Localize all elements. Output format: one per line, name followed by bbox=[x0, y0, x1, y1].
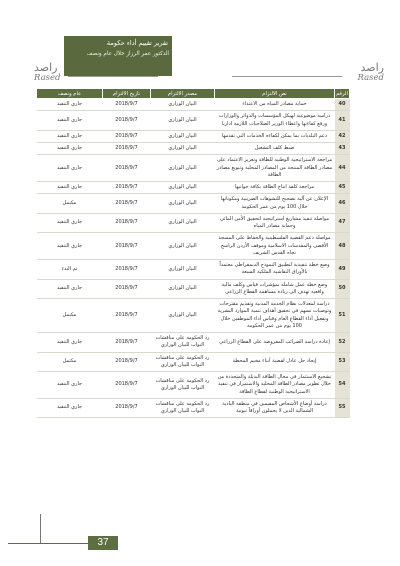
col-commitment-text-header: نص الالتزام bbox=[215, 89, 335, 99]
rased-logo-en: Rased bbox=[357, 73, 384, 83]
commitment-source: رد الحكومة على مناقشات النواب للبيان الوزاري bbox=[151, 333, 215, 353]
commitment-date: 2018/9/7 bbox=[103, 260, 151, 280]
commitment-status: جاري التنفيذ bbox=[37, 155, 103, 182]
commitment-text: الإعلان عن آلية تصحيح للتشوهات الضريبية ومكوناتها خلال 100 يوم من عمر الحكومة bbox=[215, 194, 335, 214]
commitment-text: مراجعة كلفة انتاج الطاقة بكافة جوانبها bbox=[215, 182, 335, 194]
col-status-header: عام ونصف bbox=[37, 89, 103, 99]
commitment-status: جاري التنفيذ bbox=[37, 182, 103, 194]
table-row bbox=[37, 143, 350, 155]
table-header-row bbox=[37, 89, 350, 99]
commitment-source: البيان الوزاري bbox=[151, 299, 215, 333]
commitment-date: 2018/9/7 bbox=[103, 372, 151, 399]
table-row bbox=[37, 398, 350, 418]
commitment-status: جاري التنفيذ bbox=[37, 99, 103, 111]
row-number: 43 bbox=[335, 143, 350, 155]
commitment-date: 2018/9/7 bbox=[103, 194, 151, 214]
row-number: 47 bbox=[335, 213, 350, 233]
commitment-source: البيان الوزاري bbox=[151, 182, 215, 194]
commitments-table bbox=[36, 88, 350, 418]
commitment-date: 2018/9/7 bbox=[103, 111, 151, 131]
commitment-text: دراسة لمعدلات نظام الخدمة المدنية وتقديم مقترحات وتوصيات تسهم في تحقيق أهداف تنمية الموارد البشرية وتفعيل أداء القطاع العام وقياس أداء الموظفين خلال 100 يوم من عمر الحكومة bbox=[215, 299, 335, 333]
commitment-source: البيان الوزاري bbox=[151, 213, 215, 233]
row-number: 48 bbox=[335, 233, 350, 260]
table-row bbox=[37, 213, 350, 233]
commitment-text: وضع خطة عمل شاملة بمؤشرات قياس وكلف مالية واقعية تهدف الى زيادة مساهمة القطاع الزراعي bbox=[215, 279, 335, 299]
table-row bbox=[37, 333, 350, 353]
footer-vertical-line bbox=[40, 514, 41, 544]
col-source-header: مصدر الالتزام bbox=[151, 89, 215, 99]
commitment-source: رد الحكومة على مناقشات النواب للبيان الوزاري bbox=[151, 398, 215, 418]
row-number: 53 bbox=[335, 352, 350, 372]
table-row bbox=[37, 352, 350, 372]
row-number: 42 bbox=[335, 130, 350, 142]
commitment-date: 2018/9/7 bbox=[103, 155, 151, 182]
commitment-status: مكتمل bbox=[37, 352, 103, 372]
commitment-date: 2018/9/7 bbox=[103, 213, 151, 233]
rased-logo-ar: راصد bbox=[360, 61, 384, 74]
commitment-text: مواصلة تنفيذ مشاريع استراتيجية لتحقيق الأمن المائي وحماية مصادر المياه bbox=[215, 213, 335, 233]
row-number: 54 bbox=[335, 372, 350, 399]
commitment-text: إعادة دراسة الضرائب المفروضة على القطاع الزراعي bbox=[215, 333, 335, 353]
row-number: 52 bbox=[335, 333, 350, 353]
commitment-source: البيان الوزاري bbox=[151, 260, 215, 280]
row-number: 45 bbox=[335, 182, 350, 194]
commitment-source: رد الحكومة على مناقشات النواب للبيان الوزاري bbox=[151, 352, 215, 372]
commitment-source: البيان الوزاري bbox=[151, 279, 215, 299]
table-row bbox=[37, 194, 350, 214]
col-date-header: تاريخ الالتزام bbox=[103, 89, 151, 99]
commitment-text: مراجعة الاستراتيجية الوطنية للطاقة وتعزيز الاعتماد على مصادر الطاقة المنتجة من المصادر المحلية وتنويع مصادر الطاقة bbox=[215, 155, 335, 182]
commitment-source: البيان الوزاري bbox=[151, 111, 215, 131]
table-row bbox=[37, 130, 350, 142]
commitment-status: جاري التنفيذ bbox=[37, 333, 103, 353]
row-number: 41 bbox=[335, 111, 350, 131]
report-title: تقرير تقييم أداء حكومة bbox=[106, 39, 168, 47]
table-row bbox=[37, 260, 350, 280]
commitment-status: مكتمل bbox=[37, 194, 103, 214]
commitment-status: جاري التنفيذ bbox=[37, 130, 103, 142]
rased-logo-left bbox=[34, 62, 61, 83]
commitment-source: البيان الوزاري bbox=[151, 155, 215, 182]
rased-logo-en: Rased bbox=[34, 73, 61, 83]
table-row bbox=[37, 279, 350, 299]
commitment-text: دعم البلديات بما يمكن لكفاءة الخدمات التي تقدمها bbox=[215, 130, 335, 142]
rased-logo-right bbox=[358, 62, 385, 83]
commitment-status: جاري التنفيذ bbox=[37, 111, 103, 131]
commitment-status: جاري التنفيذ bbox=[37, 279, 103, 299]
commitment-date: 2018/9/7 bbox=[103, 233, 151, 260]
commitment-date: 2018/9/7 bbox=[103, 279, 151, 299]
row-number: 40 bbox=[335, 99, 350, 111]
row-number: 49 bbox=[335, 260, 350, 280]
table-row bbox=[37, 99, 350, 111]
commitment-text: تشجيع الاستثمار في مجال الطاقة البديلة والمتجددة من خلال تطوير مصادر الطاقة المحلية والاستمرار في تنفيذ الاستراتيجية الوطنية لقطاع الطاقة bbox=[215, 372, 335, 399]
commitment-date: 2018/9/7 bbox=[103, 352, 151, 372]
footer-line bbox=[8, 543, 88, 544]
header-divider-right bbox=[232, 76, 342, 77]
commitment-status: جاري التنفيذ bbox=[37, 213, 103, 233]
commitment-date: 2018/9/7 bbox=[103, 143, 151, 155]
commitment-text: وضع خطة تنفيذية لتطبيق النموذج الديمقراطي معتمداً بالأوراق النقاشية الملكية السبعة bbox=[215, 260, 335, 280]
table-row bbox=[37, 182, 350, 194]
rased-logo-ar: راصد bbox=[34, 61, 58, 74]
row-number: 50 bbox=[335, 279, 350, 299]
table-row bbox=[37, 111, 350, 131]
commitment-date: 2018/9/7 bbox=[103, 130, 151, 142]
commitment-text: حماية مصادر المياه من الاعتداء bbox=[215, 99, 335, 111]
report-title-banner bbox=[64, 36, 172, 76]
commitment-source: البيان الوزاري bbox=[151, 194, 215, 214]
commitment-source: البيان الوزاري bbox=[151, 143, 215, 155]
commitment-date: 2018/9/7 bbox=[103, 182, 151, 194]
report-subtitle: الدكتور عمر الرزاز خلال عام ونصف bbox=[86, 51, 169, 57]
header-divider-left bbox=[68, 76, 158, 77]
commitment-date: 2018/9/7 bbox=[103, 398, 151, 418]
commitment-date: 2018/9/7 bbox=[103, 333, 151, 353]
commitment-text: دراسة أوضاع الأشخاص المقيمين في منطقة البادية الشمالية الذين لا يحملون أوراقاً ثبوتية bbox=[215, 398, 335, 418]
table-row bbox=[37, 233, 350, 260]
row-number: 55 bbox=[335, 398, 350, 418]
commitment-status: مكتمل bbox=[37, 299, 103, 333]
commitment-text: مواصلة دعم القضية الفلسطينية والحفاظ على المسجد الأقصى والمقدسات الاسلامية وموقف الأردن الراسخ تجاه القدس الشريف bbox=[215, 233, 335, 260]
col-number-header: الرقم bbox=[336, 90, 348, 97]
commitment-text: دراسة موضوعية لهيكل المؤسسات والدوائر والوزارات ورفع كفاءتها واعطاء الوزير الصلاحيات اللازمة اداريا bbox=[215, 111, 335, 131]
commitment-source: رد الحكومة على مناقشات النواب للبيان الوزاري bbox=[151, 372, 215, 399]
commitment-source: البيان الوزاري bbox=[151, 99, 215, 111]
row-number: 46 bbox=[335, 194, 350, 214]
commitment-date: 2018/9/7 bbox=[103, 99, 151, 111]
row-number: 51 bbox=[335, 299, 350, 333]
table-row bbox=[37, 372, 350, 399]
table-body bbox=[37, 99, 350, 418]
commitment-status: جاري التنفيذ bbox=[37, 398, 103, 418]
table-row bbox=[37, 299, 350, 333]
commitment-text: ضبط كلف التشغيل bbox=[215, 143, 335, 155]
commitment-source: البيان الوزاري bbox=[151, 233, 215, 260]
commitment-status: جاري التنفيذ bbox=[37, 372, 103, 399]
commitment-text: إيجاد حل عادل لقضية أبناء مخيم المحطة bbox=[215, 352, 335, 372]
row-number: 44 bbox=[335, 155, 350, 182]
page-number: 37 bbox=[88, 536, 118, 550]
commitment-status: جاري التنفيذ bbox=[37, 233, 103, 260]
commitment-status: تم البدء bbox=[37, 260, 103, 280]
commitment-status: جاري التنفيذ bbox=[37, 143, 103, 155]
table-row bbox=[37, 155, 350, 182]
commitment-source: البيان الوزاري bbox=[151, 130, 215, 142]
commitment-date: 2018/9/7 bbox=[103, 299, 151, 333]
